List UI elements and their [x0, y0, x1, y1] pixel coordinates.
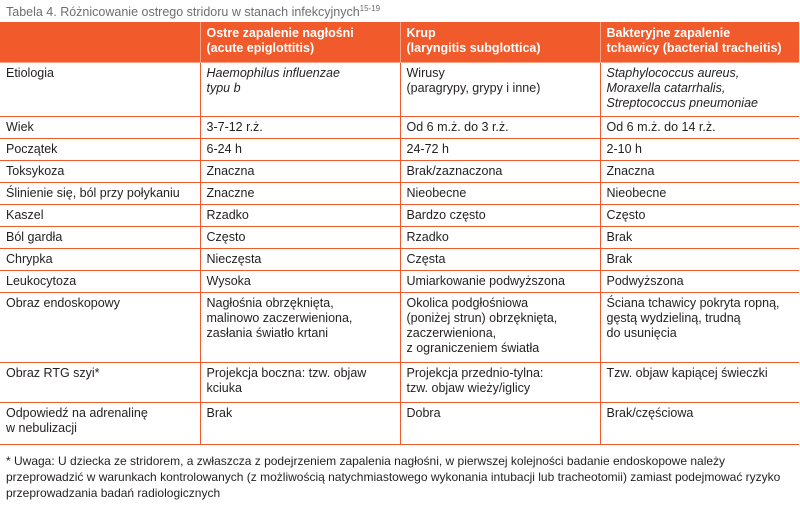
table-cell: 2-10 h	[600, 139, 799, 161]
footnote: * Uwaga: U dziecka ze stridorem, a zwłaszcza z podejrzeniem zapalenia nagłośni, w pierwszej kolejności badanie endoskopowe należy przeprowadzić w warunkach kontrolowanych (z możliwością natychmiastowego wykonania intubacji lub tracheotomii) zamiast podejmować ryzyko przeprowadzania badań radiologicznych	[6, 454, 781, 500]
row-label-cell: Chrypka	[0, 249, 200, 271]
table-cell: Nieobecne	[400, 183, 600, 205]
table-row	[0, 139, 799, 161]
table-cell: Wirusy (paragrypy, grypy i inne)	[400, 63, 600, 117]
row-label-cell: Leukocytoza	[0, 271, 200, 293]
table-cell: Podwyższona	[600, 271, 799, 293]
caption-text: Tabela 4. Różnicowanie ostrego stridoru w stanach infekcyjnych	[6, 5, 360, 19]
table-cell: Brak/zaznaczona	[400, 161, 600, 183]
table-cell: Nieobecne	[600, 183, 799, 205]
table-cell: Często	[600, 205, 799, 227]
table-row	[0, 227, 799, 249]
table-row	[0, 183, 799, 205]
table-cell: Projekcja przednio-tylna: tzw. objaw wieży/iglicy	[400, 363, 600, 403]
table-cell: Nagłośnia obrzęknięta, malinowo zaczerwieniona, zasłania światło krtani	[200, 293, 400, 363]
row-label-cell: Obraz endoskopowy	[0, 293, 200, 363]
header-cell-empty	[0, 23, 200, 63]
table-cell: Znaczna	[600, 161, 799, 183]
table-cell: Brak	[600, 249, 799, 271]
row-label-cell: Etiologia	[0, 63, 200, 117]
table-cell: 6-24 h	[200, 139, 400, 161]
table-cell: Staphylococcus aureus, Moraxella catarrhalis, Streptococcus pneumoniae	[600, 63, 799, 117]
row-label-cell: Odpowiedź na adrenalinę w nebulizacji	[0, 403, 200, 445]
table-cell: Znaczna	[200, 161, 400, 183]
table-cell: Haemophilus influenzae typu b	[200, 63, 400, 117]
row-label-cell: Toksykoza	[0, 161, 200, 183]
table-cell: Bardzo często	[400, 205, 600, 227]
table-cell: Od 6 m.ż. do 3 r.ż.	[400, 117, 600, 139]
table-caption	[6, 4, 380, 19]
table-cell: Wysoka	[200, 271, 400, 293]
table-row	[0, 363, 799, 403]
table-cell: Brak	[600, 227, 799, 249]
table-row	[0, 63, 799, 117]
table-row	[0, 271, 799, 293]
table-cell: Brak	[200, 403, 400, 445]
caption-references: 15-19	[359, 4, 381, 13]
row-label-cell: Obraz RTG szyi*	[0, 363, 200, 403]
row-label-cell: Wiek	[0, 117, 200, 139]
table-cell: Rzadko	[400, 227, 600, 249]
table-row	[0, 249, 799, 271]
table-cell: Ściana tchawicy pokryta ropną, gęstą wydzieliną, trudną do usunięcia	[600, 293, 799, 363]
table-cell: Dobra	[400, 403, 600, 445]
table-row	[0, 161, 799, 183]
table-row	[0, 293, 799, 363]
row-label-cell: Ślinienie się, ból przy połykaniu	[0, 183, 200, 205]
stridor-differential-table	[0, 22, 799, 445]
table-cell: Częsta	[400, 249, 600, 271]
table-cell: Nieczęsta	[200, 249, 400, 271]
row-label-cell: Kaszel	[0, 205, 200, 227]
header-cell: Krup (laryngitis subglottica)	[400, 23, 600, 63]
table-cell: Często	[200, 227, 400, 249]
table-header-row	[0, 23, 799, 63]
header-cell: Bakteryjne zapalenie tchawicy (bacterial tracheitis)	[600, 23, 799, 63]
table-cell: Od 6 m.ż. do 14 r.ż.	[600, 117, 799, 139]
table-row	[0, 403, 799, 445]
table-cell: Znaczne	[200, 183, 400, 205]
row-label-cell: Początek	[0, 139, 200, 161]
table-cell: Tzw. objaw kapiącej świeczki	[600, 363, 799, 403]
table-row	[0, 117, 799, 139]
table-cell: Projekcja boczna: tzw. objaw kciuka	[200, 363, 400, 403]
table-cell: Okolica podgłośniowa (poniżej strun) obrzęknięta, zaczerwieniona, z ograniczeniem światła	[400, 293, 600, 363]
table-cell: 3-7-12 r.ż.	[200, 117, 400, 139]
header-cell: Ostre zapalenie nagłośni (acute epiglottitis)	[200, 23, 400, 63]
table-cell: 24-72 h	[400, 139, 600, 161]
table-row	[0, 205, 799, 227]
table-cell: Rzadko	[200, 205, 400, 227]
row-label-cell: Ból gardła	[0, 227, 200, 249]
table-cell: Brak/częściowa	[600, 403, 799, 445]
table-cell: Umiarkowanie podwyższona	[400, 271, 600, 293]
